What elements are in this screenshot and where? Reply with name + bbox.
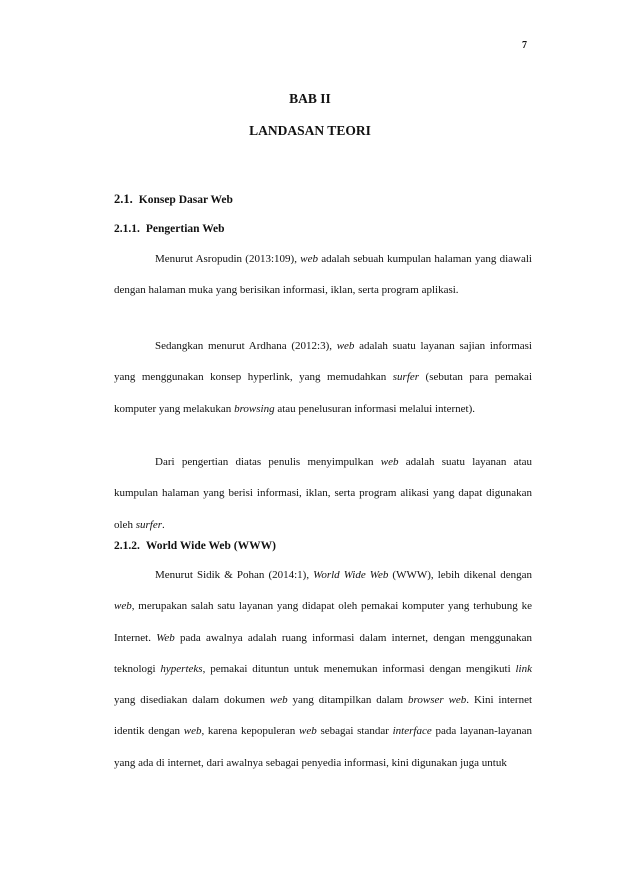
text-run: Menurut Sidik & Pohan (2014:1), <box>155 569 314 581</box>
italic-term: web <box>300 253 318 265</box>
text-run: adalah suatu layanan sajian informasi yang menggunakan konsep hyperlink, yang memudahkan <box>114 340 532 384</box>
italic-term: browsing <box>234 402 275 415</box>
section-title: Konsep Dasar Web <box>138 194 233 206</box>
text-run: Menurut Asropudin (2013:109), <box>155 253 301 265</box>
text-run: pada awalnya adalah ruang informasi dalam internet, dengan menggunakan teknologi <box>114 631 532 675</box>
text-run: yang disediakan dalam dokumen <box>114 694 270 707</box>
text-run: pada layanan-layanan yang ada di internet, dari awalnya sebagai penyedia informasi, kini digunakan juga untuk <box>114 725 532 769</box>
paragraph <box>114 331 532 425</box>
text-run: adalah suatu layanan atau kumpulan halaman yang berisi informasi, iklan, serta program alikasi yang dapat digunakan oleh <box>114 456 533 531</box>
italic-term: web <box>299 725 317 738</box>
italic-term: surfer <box>392 371 420 384</box>
text-run: (WWW), lebih dikenal dengan <box>388 569 532 581</box>
italic-term: web <box>114 600 132 613</box>
section-title: Pengertian Web <box>145 223 225 235</box>
italic-term: World Wide Web <box>313 569 389 581</box>
chapter-title: BAB II <box>289 91 331 106</box>
section-number: 2.1.2. <box>114 540 140 552</box>
text-run: , merupakan salah satu layanan yang didapat oleh pemakai komputer yang terhubung ke Internet. <box>114 600 532 644</box>
text-run: Sedangkan menurut Ardhana (2012:3), <box>155 340 337 352</box>
italic-term: link <box>515 662 532 675</box>
section-number: 2.1.1. <box>114 223 140 235</box>
italic-term: hyperteks <box>160 662 203 675</box>
italic-term: Web <box>156 631 175 644</box>
paragraph <box>114 447 532 541</box>
text-run: atau penelusuran informasi melalui internet). <box>274 402 475 415</box>
section-heading-2-1-2 <box>114 540 276 552</box>
italic-term: web <box>380 456 399 468</box>
section-heading-2-1 <box>114 192 233 207</box>
text-run: , pemakai dituntun untuk menemukan informasi dengan mengikuti <box>202 662 516 675</box>
text-run: , karena kepopuleran <box>201 725 300 738</box>
italic-term: interface <box>392 725 432 738</box>
chapter-subtitle: LANDASAN TEORI <box>249 123 371 138</box>
paragraph <box>114 244 532 307</box>
italic-term: surfer <box>135 518 162 531</box>
section-heading-2-1-1 <box>114 223 225 235</box>
text-run: . <box>161 518 165 531</box>
section-number: 2.1. <box>114 192 133 206</box>
italic-term: web <box>336 340 355 352</box>
text-run: . Kini internet identik dengan <box>114 694 533 738</box>
text-run: adalah sebuah kumpulan halaman yang diawali dengan halaman muka yang berisikan informasi, iklan, serta program aplikasi. <box>114 253 532 297</box>
italic-term: web <box>183 725 202 738</box>
text-run: (sebutan para pemakai komputer yang melakukan <box>114 371 532 415</box>
page-number: 7 <box>522 40 527 51</box>
text-run: sebagai standar <box>316 725 393 738</box>
section-title: World Wide Web (WWW) <box>145 540 276 552</box>
text-run: yang ditampilkan dalam <box>287 694 409 707</box>
italic-term: browser web <box>408 694 467 707</box>
italic-term: web <box>269 694 288 707</box>
paragraph <box>114 560 532 779</box>
text-run: Dari pengertian diatas penulis menyimpulkan <box>155 456 381 468</box>
